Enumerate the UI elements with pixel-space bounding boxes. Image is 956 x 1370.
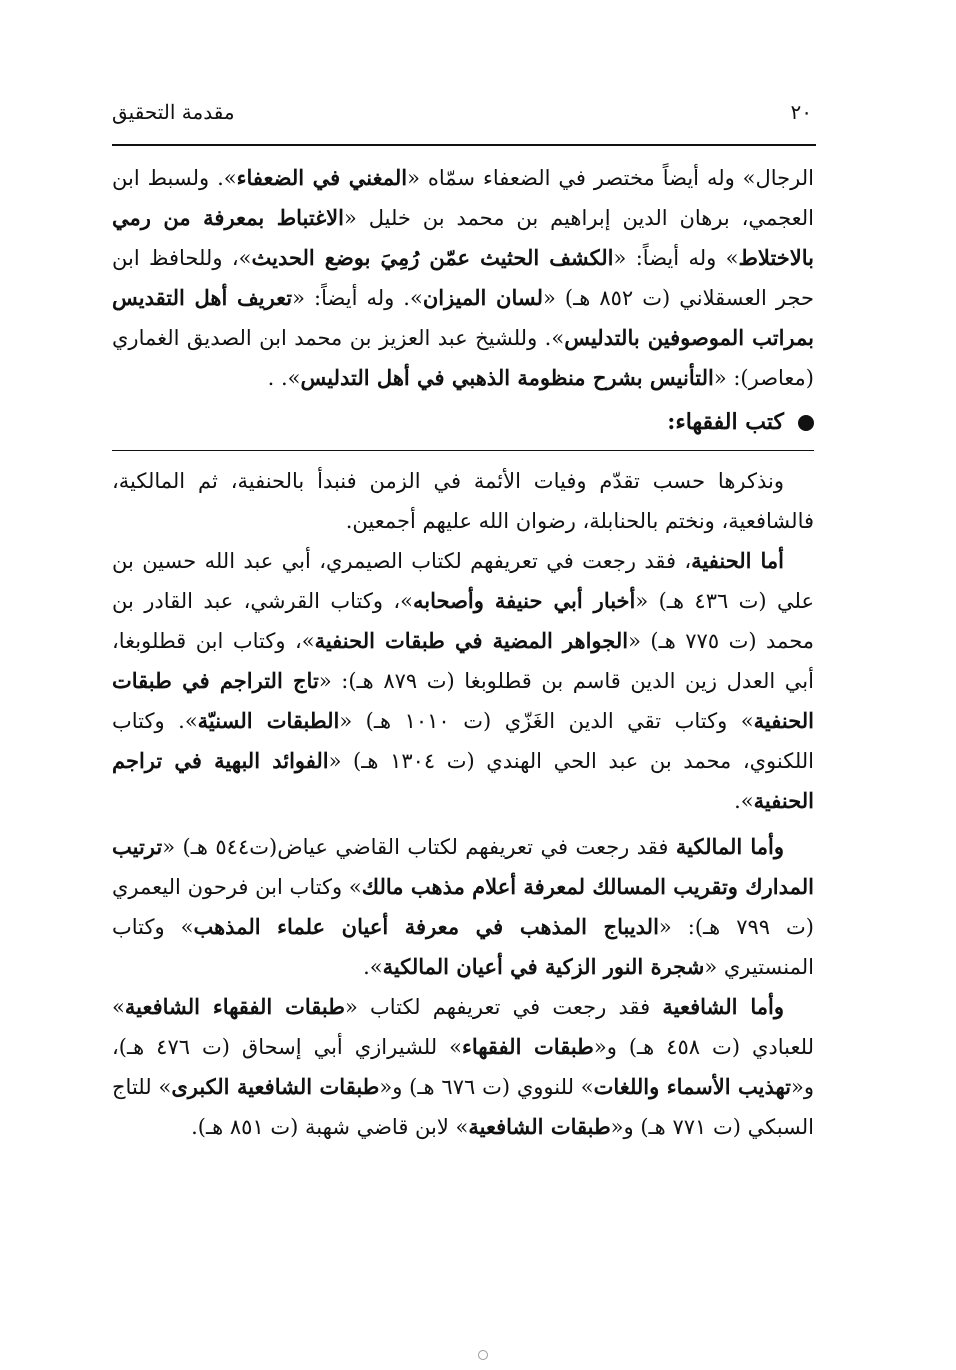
- text-span: ».: [363, 955, 383, 979]
- text-span: »، وللحافظ ابن حجر العسقلاني (ت ٨٥٢ هـ) «: [112, 246, 815, 310]
- text-span: » وكتاب ابن فرحون اليعمري (ت ٧٩٩ هـ): «: [112, 875, 814, 939]
- book-title: طبقات الفقهاء الشافعية: [124, 994, 345, 1019]
- paragraph-shafii: [112, 987, 814, 1147]
- madhhab-label: وأما الشافعية: [662, 994, 784, 1019]
- text-span: ». ولسبط ابن العجمي، برهان الدين إبراهيم بن محمد بن خليل «: [112, 166, 814, 230]
- text-span: » للنووي (ت ٦٧٦ هـ) و«: [379, 1075, 594, 1099]
- text-span: » للتاج السبكي (ت ٧٧١ هـ) و«: [112, 1075, 814, 1139]
- book-title: طبقات الفقهاء: [461, 1034, 594, 1059]
- paragraph-hanafi: [112, 541, 814, 821]
- running-title: مقدمة التحقيق: [112, 100, 235, 124]
- text-span: ». وله أيضاً: «: [292, 286, 423, 310]
- text-span: ». وللشيخ عبد العزيز بن محمد ابن الصديق الغماري (معاصر): «: [112, 326, 814, 390]
- book-title: الجواهر المضية في طبقات الحنفية: [314, 628, 629, 653]
- book-title: لسان الميزان: [422, 285, 543, 310]
- text-span: » وكتاب تقي الدين الغَزّي (ت ١٠١٠ هـ) «: [339, 709, 754, 733]
- text-span: ».: [734, 789, 754, 813]
- text-span: » للشيرازي أبي إسحاق (ت ٤٧٦ هـ)، و«: [112, 1035, 814, 1099]
- paragraph-maliki: [112, 827, 814, 987]
- book-title: التأنيس بشرح منظومة الذهبي في أهل التدليس: [300, 365, 714, 390]
- text-span: » وكتاب المنستيري «: [112, 915, 814, 979]
- page-number: ٢٠: [790, 100, 812, 124]
- book-title: تهذيب الأسماء واللغات: [593, 1074, 791, 1099]
- book-title: تعريف أهل التقديس بمراتب الموصوفين بالتدليس: [112, 285, 814, 350]
- header-rule: [112, 144, 816, 146]
- page-body: [112, 158, 814, 1147]
- text-span: فقد رجعت في تعريفهم لكتاب القاضي عياض(ت٥٤٤ هـ) «: [162, 835, 676, 859]
- page-header: [112, 100, 812, 136]
- madhhab-label: أما الحنفية: [691, 548, 784, 573]
- text-span: ». وكتاب اللكنوي، محمد بن عبد الحي الهندي (ت ١٣٠٤ هـ) «: [112, 709, 815, 773]
- section-title: كتب الفقهاء:: [667, 409, 784, 435]
- text-span: فقد رجعت في تعريفهم لكتاب «: [344, 995, 663, 1019]
- book-title: طبقات الشافعية الكبرى: [171, 1074, 380, 1099]
- text-span: » وله أيضاً: «: [613, 246, 739, 270]
- paragraph-order: ونذكرها حسب تقدّم وفيات الأئمة في الزمن فنبدأ بالحنفية، ثم المالكية، فالشافعية، ونختم بالحنابلة، رضوان الله عليهم أجمعين.: [112, 469, 814, 533]
- section-heading: [112, 402, 814, 442]
- book-title: الطبقات السنيّة: [197, 708, 340, 733]
- book-title: الفوائد البهية في تراجم الحنفية: [112, 748, 814, 813]
- text-span: » للعبادي (ت ٤٥٨ هـ) و«: [112, 995, 814, 1059]
- text-span: ». .: [267, 366, 301, 390]
- text-span: » لابن قاضي شهبة (ت ٨٥١ هـ).: [191, 1115, 469, 1139]
- text-span: »، وكتاب ابن قطلوبغا، أبي العدل زين الدين قاسم بن قطلوبغا (ت ٨٧٩ هـ): «: [112, 629, 814, 693]
- book-title: الديباج المذهب في معرفة أعيان علماء المذهب: [193, 914, 659, 939]
- text-span: ، فقد رجعت في تعريفهم لكتاب الصيمري، أبي عبد الله حسين بن علي (ت ٤٣٦ هـ) «: [112, 549, 814, 613]
- text-span: الرجال» وله أيضاً مختصر في الضعفاء سمّاه «: [407, 166, 814, 190]
- book-title: طبقات الشافعية: [468, 1114, 611, 1139]
- book-title: الاغتباط بمعرفة من رمي بالاختلاط: [112, 205, 815, 270]
- scan-mark: [478, 1350, 488, 1360]
- book-title: ترتيب المدارك وتقريب المسالك لمعرفة أعلام مذهب مالك: [112, 834, 814, 899]
- text-span: »، وكتاب القرشي، عبد القادر بن محمد (ت ٧٧٥ هـ) «: [112, 589, 814, 653]
- book-title: الكشف الحثيث عمّن رُمِيَ بوضع الحديث: [251, 245, 614, 270]
- book-title: أخبار أبي حنيفة وأصحابه: [413, 588, 636, 613]
- paragraph-rijal-books: [112, 158, 814, 398]
- bullet-icon: [798, 415, 814, 431]
- section-rule: [112, 450, 814, 451]
- madhhab-label: وأما المالكية: [675, 834, 784, 859]
- book-title: تاج التراجم في طبقات الحنفية: [112, 668, 814, 733]
- book-title: شجرة النور الزكية في أعيان المالكية: [382, 954, 705, 979]
- book-title: المغني في الضعفاء: [236, 165, 408, 190]
